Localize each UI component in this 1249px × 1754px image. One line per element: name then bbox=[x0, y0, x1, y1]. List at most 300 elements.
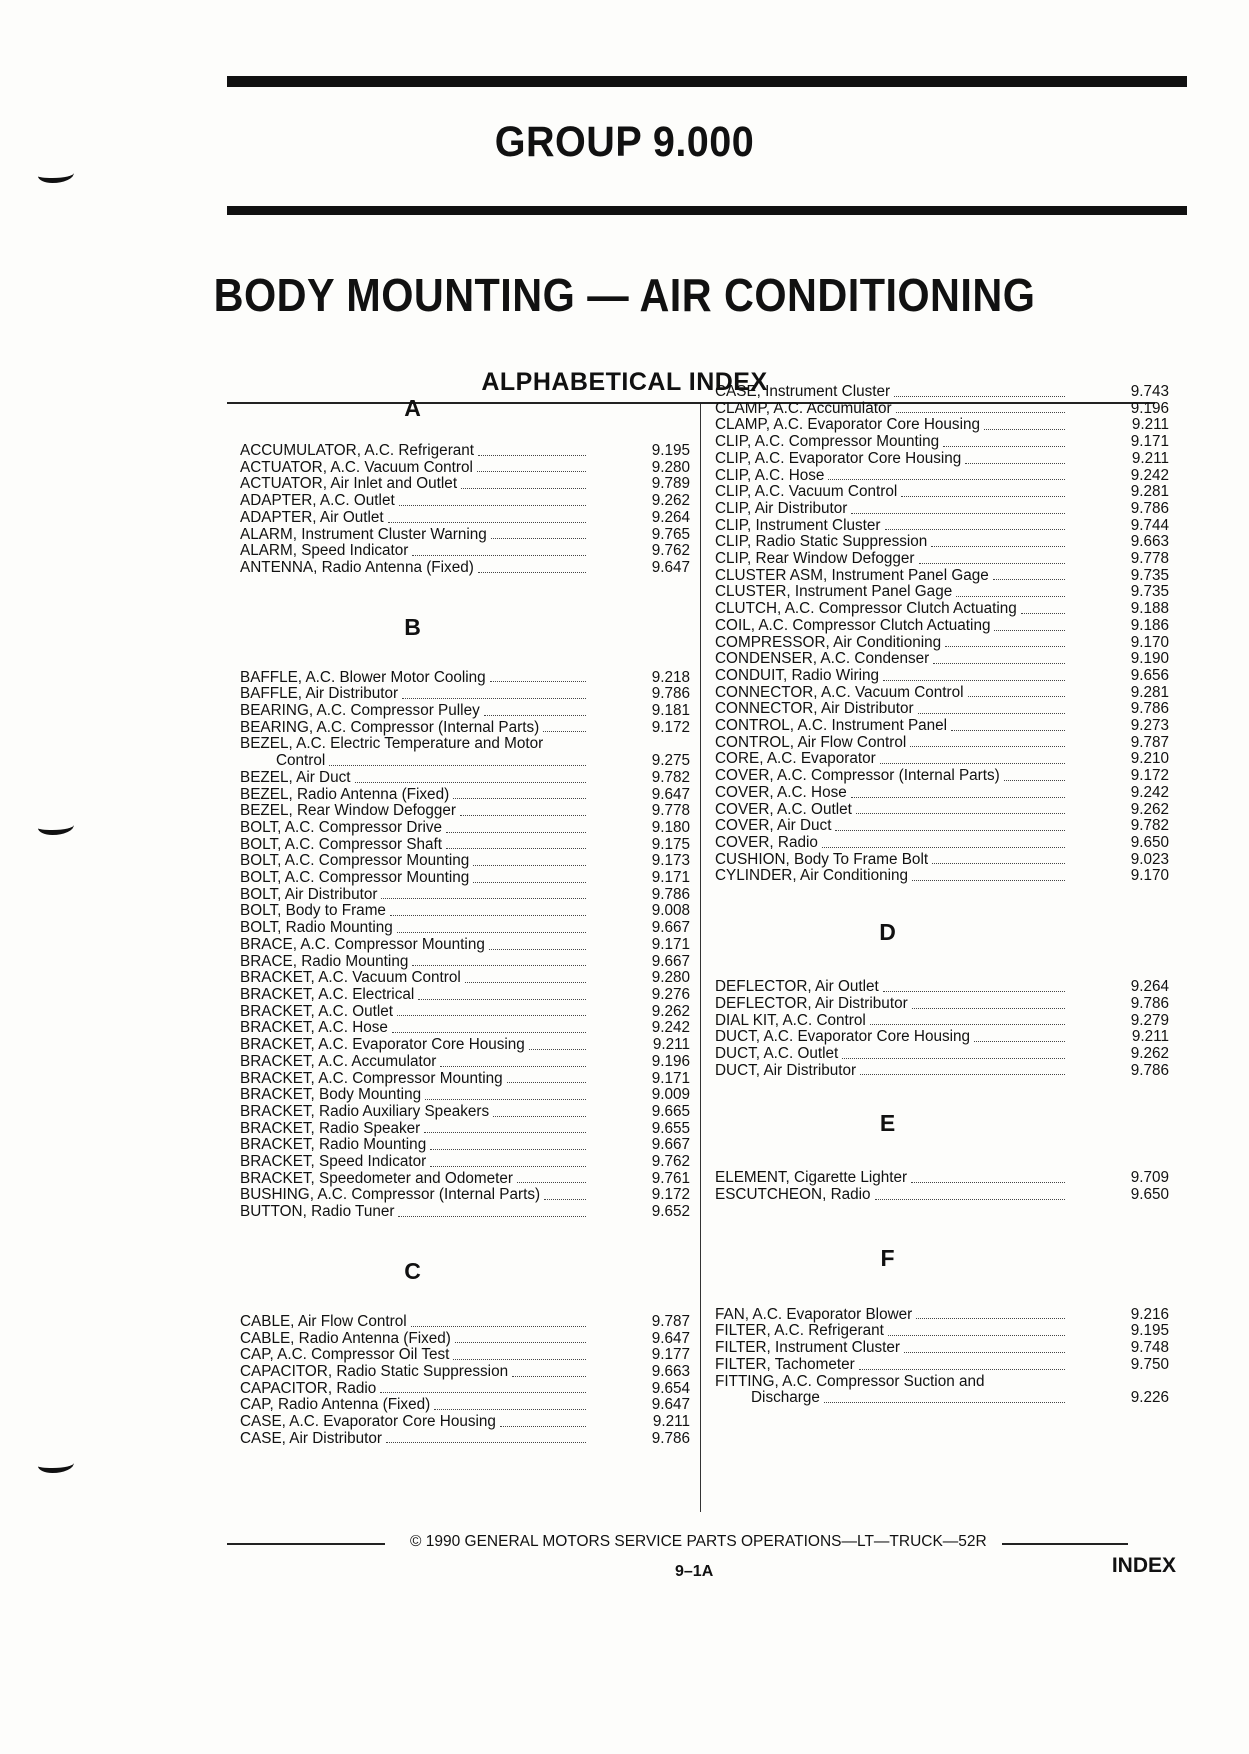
index-column-left bbox=[240, 395, 690, 1447]
dot-leader bbox=[911, 1182, 1065, 1183]
index-entry bbox=[240, 527, 690, 544]
entry-page: 9.273 bbox=[1130, 717, 1169, 735]
entry-page: 9.761 bbox=[651, 1169, 690, 1187]
dot-leader bbox=[412, 965, 586, 966]
index-entry bbox=[240, 1187, 690, 1204]
index-entry bbox=[240, 736, 690, 753]
dot-leader bbox=[885, 529, 1065, 530]
entry-page: 9.211 bbox=[1131, 449, 1169, 467]
dot-leader bbox=[835, 830, 1065, 831]
entry-page: 9.172 bbox=[1130, 767, 1169, 785]
dot-leader bbox=[883, 991, 1065, 992]
dot-leader bbox=[901, 496, 1065, 497]
entry-name: BRACKET, A.C. Hose bbox=[240, 1019, 388, 1037]
entry-page: 9.195 bbox=[1130, 1322, 1169, 1340]
dot-leader bbox=[875, 1199, 1065, 1200]
entry-page: 9.743 bbox=[1130, 383, 1169, 400]
index-entry bbox=[715, 718, 1169, 735]
dot-leader bbox=[386, 1442, 586, 1443]
dot-leader bbox=[392, 1032, 586, 1033]
entry-page: 9.667 bbox=[651, 952, 690, 970]
entry-page: 9.765 bbox=[651, 525, 690, 543]
entry-page: 9.211 bbox=[1131, 416, 1169, 434]
index-entry bbox=[240, 803, 690, 820]
index-entry bbox=[715, 852, 1169, 869]
dot-leader bbox=[446, 848, 586, 849]
entry-page: 9.762 bbox=[651, 1153, 690, 1171]
dot-leader bbox=[440, 1066, 586, 1067]
entry-name: CAPACITOR, Radio Static Suppression bbox=[240, 1362, 509, 1380]
index-entry bbox=[715, 434, 1169, 451]
entry-name: BRACE, A.C. Compressor Mounting bbox=[240, 935, 485, 953]
entry-page: 9.195 bbox=[651, 442, 690, 459]
entry-page: 9.281 bbox=[1130, 483, 1169, 501]
entry-page: 9.188 bbox=[1130, 600, 1169, 618]
entry-page: 9.652 bbox=[651, 1203, 690, 1221]
entry-name: BRACKET, A.C. Compressor Mounting bbox=[240, 1069, 503, 1087]
entry-name: BEARING, A.C. Compressor Pulley bbox=[240, 702, 480, 720]
binder-hole-mark bbox=[38, 818, 74, 835]
dot-leader bbox=[329, 765, 586, 766]
entry-page: 9.177 bbox=[651, 1346, 690, 1364]
entry-name: BRACKET, Speed Indicator bbox=[240, 1153, 427, 1171]
dot-leader bbox=[453, 798, 586, 799]
entry-page: 9.171 bbox=[1130, 433, 1169, 451]
index-entry bbox=[715, 401, 1169, 418]
entry-page: 9.211 bbox=[652, 1413, 690, 1431]
dot-leader bbox=[965, 463, 1065, 464]
entry-name: Control bbox=[276, 752, 326, 770]
entry-name: CLIP, A.C. Hose bbox=[715, 466, 825, 484]
dot-leader bbox=[399, 505, 586, 506]
entry-page: 9.262 bbox=[1130, 800, 1169, 818]
entry-name: COMPRESSOR, Air Conditioning bbox=[715, 633, 942, 651]
dot-leader bbox=[477, 471, 586, 472]
index-entry bbox=[240, 1137, 690, 1154]
dot-leader bbox=[912, 880, 1065, 881]
entry-page: 9.171 bbox=[651, 869, 690, 887]
entry-page: 9.262 bbox=[651, 1002, 690, 1020]
spacer bbox=[715, 885, 1169, 886]
index-entry bbox=[715, 1046, 1169, 1063]
entry-name: BRACKET, Radio Mounting bbox=[240, 1136, 427, 1154]
index-entry bbox=[240, 1314, 690, 1331]
index-entry bbox=[715, 818, 1169, 835]
entry-name: ANTENNA, Radio Antenna (Fixed) bbox=[240, 558, 474, 576]
index-entry bbox=[715, 979, 1169, 996]
entry-page: 9.744 bbox=[1130, 516, 1169, 534]
entry-name: CONNECTOR, Air Distributor bbox=[715, 700, 914, 718]
entry-name: CONDENSER, A.C. Condenser bbox=[715, 650, 930, 668]
section-letter: A bbox=[404, 395, 421, 421]
index-entry bbox=[715, 635, 1169, 652]
index-entry bbox=[240, 1381, 690, 1398]
entry-name: CLIP, Air Distributor bbox=[715, 499, 848, 517]
entry-name: CUSHION, Body To Frame Bolt bbox=[715, 850, 929, 868]
dot-leader bbox=[473, 882, 586, 883]
index-entry bbox=[715, 996, 1169, 1013]
dot-leader bbox=[968, 696, 1066, 697]
index-entry bbox=[715, 1187, 1169, 1204]
index-entry bbox=[715, 484, 1169, 501]
entry-name: CLIP, A.C. Vacuum Control bbox=[715, 483, 898, 501]
index-entry bbox=[240, 920, 690, 937]
entry-name: DUCT, Air Distributor bbox=[715, 1061, 857, 1079]
entry-page: 9.262 bbox=[651, 492, 690, 510]
index-entry bbox=[240, 1347, 690, 1364]
entry-name: BEZEL, Radio Antenna (Fixed) bbox=[240, 785, 450, 803]
dot-leader bbox=[446, 832, 586, 833]
dot-leader bbox=[380, 1392, 586, 1393]
entry-page: 9.279 bbox=[1130, 1011, 1169, 1029]
dot-leader bbox=[916, 1318, 1065, 1319]
entry-name: DUCT, A.C. Outlet bbox=[715, 1044, 839, 1062]
index-entry bbox=[715, 1307, 1169, 1324]
entry-name: CLAMP, A.C. Accumulator bbox=[715, 399, 892, 417]
dot-leader bbox=[390, 915, 586, 916]
section-letter: E bbox=[879, 1110, 896, 1137]
dot-leader bbox=[888, 1335, 1065, 1336]
index-column-right bbox=[715, 384, 1169, 1407]
index-entry bbox=[240, 1071, 690, 1088]
dot-leader bbox=[430, 1149, 586, 1150]
entry-page: 9.787 bbox=[651, 1312, 690, 1330]
dot-leader bbox=[402, 698, 586, 699]
index-entry bbox=[715, 651, 1169, 668]
index-entry bbox=[715, 501, 1169, 518]
entry-page: 9.789 bbox=[651, 475, 690, 493]
entry-name: DIAL KIT, A.C. Control bbox=[715, 1011, 866, 1029]
index-entry bbox=[240, 703, 690, 720]
index-entry bbox=[715, 417, 1169, 434]
entry-name: COIL, A.C. Compressor Clutch Actuating bbox=[715, 616, 991, 634]
entry-name: BRACKET, A.C. Electrical bbox=[240, 985, 415, 1003]
index-entry bbox=[715, 868, 1169, 885]
index-entry bbox=[715, 1013, 1169, 1030]
dot-leader bbox=[824, 1402, 1065, 1403]
dot-leader bbox=[974, 1041, 1065, 1042]
dot-leader bbox=[822, 847, 1065, 848]
dot-leader bbox=[956, 596, 1065, 597]
second-rule bbox=[227, 206, 1187, 215]
binder-hole-mark bbox=[38, 166, 74, 183]
index-entry bbox=[715, 768, 1169, 785]
entry-name: BEZEL, Rear Window Defogger bbox=[240, 802, 456, 820]
entry-page: 9.009 bbox=[651, 1086, 690, 1104]
dot-leader bbox=[412, 555, 586, 556]
dot-leader bbox=[828, 479, 1065, 480]
entry-name: BRACKET, Body Mounting bbox=[240, 1086, 422, 1104]
index-entry bbox=[715, 618, 1169, 635]
entry-page: 9.647 bbox=[651, 785, 690, 803]
entry-name: CONTROL, A.C. Instrument Panel bbox=[715, 717, 948, 735]
dot-leader bbox=[932, 863, 1065, 864]
index-entry bbox=[240, 493, 690, 510]
dot-leader bbox=[994, 630, 1065, 631]
dot-leader bbox=[951, 730, 1065, 731]
footer-rule-left bbox=[227, 1543, 385, 1545]
index-entry bbox=[715, 685, 1169, 702]
index-entry bbox=[715, 1340, 1169, 1357]
index-entry bbox=[715, 1029, 1169, 1046]
dot-leader bbox=[453, 1359, 586, 1360]
dot-leader bbox=[529, 1049, 586, 1050]
index-entry bbox=[240, 443, 690, 460]
dot-leader bbox=[381, 898, 586, 899]
index-entry bbox=[240, 1331, 690, 1348]
dot-leader bbox=[484, 715, 586, 716]
entry-name: BOLT, Air Distributor bbox=[240, 885, 378, 903]
entry-name: FILTER, A.C. Refrigerant bbox=[715, 1322, 884, 1340]
entry-name: CLAMP, A.C. Evaporator Core Housing bbox=[715, 416, 980, 434]
entry-page: 9.786 bbox=[1130, 700, 1169, 718]
index-entry bbox=[715, 384, 1169, 401]
entry-name: CLIP, Radio Static Suppression bbox=[715, 533, 928, 551]
dot-leader bbox=[425, 1099, 586, 1100]
entry-name: BOLT, A.C. Compressor Shaft bbox=[240, 835, 443, 853]
index-entry bbox=[240, 1414, 690, 1431]
entry-name: COVER, Air Duct bbox=[715, 817, 832, 835]
entry-page: 9.778 bbox=[651, 802, 690, 820]
dot-leader bbox=[910, 746, 1065, 747]
entry-page: 9.171 bbox=[651, 1069, 690, 1087]
index-entry bbox=[240, 560, 690, 577]
index-entry bbox=[240, 1397, 690, 1414]
entry-name: BEZEL, A.C. Electric Temperature and Motor bbox=[240, 735, 544, 753]
copyright-text: © 1990 GENERAL MOTORS SERVICE PARTS OPERATIONS—LT—TRUCK—52R bbox=[410, 1533, 987, 1550]
dot-leader bbox=[411, 1326, 586, 1327]
dot-leader bbox=[490, 681, 586, 682]
entry-page: 9.264 bbox=[1130, 978, 1169, 996]
dot-leader bbox=[870, 1024, 1065, 1025]
dot-leader bbox=[912, 1008, 1065, 1009]
entry-name: ADAPTER, Air Outlet bbox=[240, 508, 384, 526]
dot-leader bbox=[904, 1352, 1065, 1353]
index-entry bbox=[240, 1204, 690, 1221]
index-entry bbox=[240, 887, 690, 904]
section-title: BODY MOUNTING — AIR CONDITIONING bbox=[213, 269, 1036, 321]
entry-name: ADAPTER, A.C. Outlet bbox=[240, 492, 395, 510]
entry-name: COVER, A.C. Compressor (Internal Parts) bbox=[715, 767, 1000, 785]
page-number: 9–1A bbox=[675, 1563, 714, 1580]
section-label: INDEX bbox=[1111, 1554, 1176, 1577]
entry-page: 9.173 bbox=[651, 852, 690, 870]
entry-page: 9.735 bbox=[1130, 583, 1169, 601]
dot-leader bbox=[465, 982, 586, 983]
dot-leader bbox=[851, 797, 1065, 798]
dot-leader bbox=[397, 932, 586, 933]
entry-name: FITTING, A.C. Compressor Suction and bbox=[715, 1372, 985, 1390]
dot-leader bbox=[397, 1015, 586, 1016]
dot-leader bbox=[512, 1376, 586, 1377]
entry-name: CLIP, Instrument Cluster bbox=[715, 516, 881, 534]
entry-page: 9.181 bbox=[651, 702, 690, 720]
entry-page: 9.750 bbox=[1130, 1355, 1169, 1373]
dot-leader bbox=[945, 646, 1065, 647]
entry-page: 9.786 bbox=[1130, 1061, 1169, 1079]
entry-name: BAFFLE, Air Distributor bbox=[240, 685, 399, 703]
entry-name: FAN, A.C. Evaporator Blower bbox=[715, 1305, 913, 1323]
dot-leader bbox=[398, 1216, 586, 1217]
index-entry bbox=[240, 1121, 690, 1138]
entry-name: COVER, A.C. Hose bbox=[715, 783, 847, 801]
dot-leader bbox=[1021, 613, 1065, 614]
entry-page: 9.647 bbox=[651, 1329, 690, 1347]
entry-page: 9.242 bbox=[651, 1019, 690, 1037]
entry-page: 9.186 bbox=[1130, 616, 1169, 634]
entry-page: 9.786 bbox=[651, 1429, 690, 1447]
dot-leader bbox=[424, 1132, 586, 1133]
entry-page: 9.008 bbox=[651, 902, 690, 920]
dot-leader bbox=[856, 813, 1065, 814]
entry-page: 9.262 bbox=[1130, 1044, 1169, 1062]
entry-name: DUCT, A.C. Evaporator Core Housing bbox=[715, 1028, 971, 1046]
entry-page: 9.281 bbox=[1130, 683, 1169, 701]
dot-leader bbox=[943, 446, 1065, 447]
entry-page: 9.264 bbox=[651, 508, 690, 526]
index-entry bbox=[240, 1004, 690, 1021]
index-entry bbox=[715, 1170, 1169, 1187]
entry-name: ACCUMULATOR, A.C. Refrigerant bbox=[240, 442, 475, 459]
entry-page: 9.650 bbox=[1130, 833, 1169, 851]
dot-leader bbox=[851, 513, 1065, 514]
entry-name: CLUSTER ASM, Instrument Panel Gage bbox=[715, 566, 989, 584]
dot-leader bbox=[918, 713, 1065, 714]
index-title: ALPHABETICAL INDEX bbox=[481, 368, 768, 396]
entry-page: 9.709 bbox=[1130, 1169, 1169, 1187]
entry-name: DEFLECTOR, Air Distributor bbox=[715, 994, 908, 1012]
dot-leader bbox=[883, 680, 1065, 681]
dot-leader bbox=[500, 1426, 586, 1427]
dot-leader bbox=[544, 1199, 586, 1200]
index-entry bbox=[240, 1087, 690, 1104]
entry-page: 9.762 bbox=[651, 542, 690, 560]
index-entry bbox=[715, 1063, 1169, 1080]
index-entry bbox=[240, 820, 690, 837]
index-entry bbox=[240, 970, 690, 987]
entry-page: 9.211 bbox=[652, 1036, 690, 1054]
entry-name: COVER, Radio bbox=[715, 833, 818, 851]
dot-leader bbox=[478, 455, 586, 456]
entry-page: 9.280 bbox=[651, 969, 690, 987]
entry-name: CONDUIT, Radio Wiring bbox=[715, 666, 880, 684]
entry-page: 9.216 bbox=[1130, 1305, 1169, 1323]
entry-page: 9.650 bbox=[1130, 1186, 1169, 1204]
index-entry bbox=[715, 1357, 1169, 1374]
dot-leader bbox=[543, 731, 586, 732]
entry-page: 9.786 bbox=[1130, 994, 1169, 1012]
entry-page: 9.786 bbox=[651, 885, 690, 903]
entry-name: CORE, A.C. Evaporator bbox=[715, 750, 876, 768]
dot-leader bbox=[1004, 780, 1065, 781]
section-letter: F bbox=[880, 1244, 895, 1271]
entry-page: 9.211 bbox=[1131, 1028, 1169, 1046]
entry-page: 9.196 bbox=[651, 1052, 690, 1070]
index-entry bbox=[715, 1323, 1169, 1340]
dot-leader bbox=[880, 763, 1065, 764]
dot-leader bbox=[933, 663, 1065, 664]
index-entry bbox=[715, 751, 1169, 768]
index-entry bbox=[715, 584, 1169, 601]
entry-page: 9.655 bbox=[651, 1119, 690, 1137]
entry-page: 9.210 bbox=[1130, 750, 1169, 768]
dot-leader bbox=[517, 1182, 586, 1183]
dot-leader bbox=[993, 579, 1065, 580]
dot-leader bbox=[491, 538, 586, 539]
entry-name: CABLE, Air Flow Control bbox=[240, 1312, 407, 1330]
index-entry bbox=[240, 1037, 690, 1054]
section-letter: D bbox=[879, 919, 896, 946]
dot-leader bbox=[434, 1409, 586, 1410]
entry-name: CLUTCH, A.C. Compressor Clutch Actuating bbox=[715, 600, 1017, 618]
index-entry bbox=[240, 720, 690, 737]
entry-name: BRACE, Radio Mounting bbox=[240, 952, 409, 970]
entry-name: BRACKET, A.C. Outlet bbox=[240, 1002, 394, 1020]
dot-leader bbox=[388, 522, 586, 523]
index-entry bbox=[715, 735, 1169, 752]
entry-page: 9.276 bbox=[651, 985, 690, 1003]
index-entry bbox=[240, 837, 690, 854]
entry-page: 9.663 bbox=[1130, 533, 1169, 551]
footer-rule-right bbox=[1002, 1543, 1128, 1545]
dot-leader bbox=[489, 949, 586, 950]
entry-page: 9.196 bbox=[1130, 399, 1169, 417]
dot-leader bbox=[931, 546, 1065, 547]
entry-page: 9.654 bbox=[651, 1379, 690, 1397]
entry-name: BUTTON, Radio Tuner bbox=[240, 1203, 395, 1221]
entry-name: BRACKET, Radio Auxiliary Speakers bbox=[240, 1102, 490, 1120]
index-entry bbox=[715, 451, 1169, 468]
entry-page: 9.656 bbox=[1130, 666, 1169, 684]
index-entry bbox=[240, 1154, 690, 1171]
entry-name: BOLT, A.C. Compressor Mounting bbox=[240, 869, 470, 887]
dot-leader bbox=[859, 1369, 1065, 1370]
entry-page: 9.170 bbox=[1130, 867, 1169, 885]
entry-name: CYLINDER, Air Conditioning bbox=[715, 867, 908, 885]
entry-name: ELEMENT, Cigarette Lighter bbox=[715, 1169, 908, 1187]
index-entry bbox=[715, 668, 1169, 685]
entry-name: ACTUATOR, A.C. Vacuum Control bbox=[240, 458, 473, 476]
entry-page: 9.786 bbox=[651, 685, 690, 703]
entry-page: 9.172 bbox=[651, 718, 690, 736]
entry-name: CABLE, Radio Antenna (Fixed) bbox=[240, 1329, 451, 1347]
entry-name: CASE, A.C. Evaporator Core Housing bbox=[240, 1413, 496, 1431]
entry-name: BRACKET, A.C. Accumulator bbox=[240, 1052, 437, 1070]
entry-name: BOLT, A.C. Compressor Mounting bbox=[240, 852, 470, 870]
entry-page: 9.748 bbox=[1130, 1339, 1169, 1357]
entry-name: DEFLECTOR, Air Outlet bbox=[715, 978, 879, 996]
index-entry bbox=[240, 987, 690, 1004]
entry-page: 9.218 bbox=[651, 668, 690, 686]
entry-name: CONNECTOR, A.C. Vacuum Control bbox=[715, 683, 964, 701]
entry-page: 9.782 bbox=[651, 768, 690, 786]
index-entry bbox=[240, 1104, 690, 1121]
entry-page: 9.735 bbox=[1130, 566, 1169, 584]
entry-name: BRACKET, A.C. Vacuum Control bbox=[240, 969, 461, 987]
entry-page: 9.667 bbox=[651, 919, 690, 937]
entry-page: 9.023 bbox=[1130, 850, 1169, 868]
entry-name: CAP, A.C. Compressor Oil Test bbox=[240, 1346, 450, 1364]
dot-leader bbox=[418, 999, 586, 1000]
index-entry bbox=[240, 1054, 690, 1071]
entry-name: CAPACITOR, Radio bbox=[240, 1379, 377, 1397]
index-entry bbox=[240, 853, 690, 870]
entry-page: 9.786 bbox=[1130, 499, 1169, 517]
entry-page: 9.663 bbox=[651, 1362, 690, 1380]
top-rule bbox=[227, 76, 1187, 87]
index-entry bbox=[240, 770, 690, 787]
entry-page: 9.280 bbox=[651, 458, 690, 476]
